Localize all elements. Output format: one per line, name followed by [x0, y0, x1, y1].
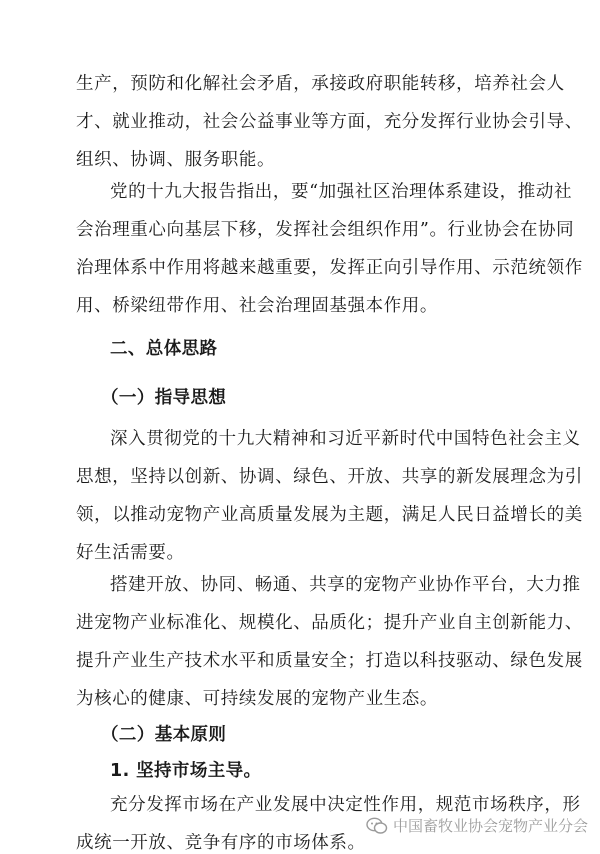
body-line: 才、就业推动，社会公益事业等方面，充分发挥行业协会引导、 — [76, 112, 583, 132]
watermark — [366, 815, 588, 836]
body-line: 组织、协调、服务职能。 — [76, 150, 276, 170]
wechat-icon — [366, 817, 388, 835]
body-line: 党的十九大报告指出，要“加强社区治理体系建设，推动社 — [110, 182, 573, 202]
subsection-heading: （二）基本原则 — [101, 725, 227, 745]
principle-heading: 1. 坚持市场主导。 — [110, 761, 262, 781]
watermark-text: 中国畜牧业协会宠物产业分会 — [392, 817, 588, 835]
body-line: 进宠物产业标准化、规模化、品质化；提升产业自主创新能力、 — [76, 613, 583, 633]
body-line: 会治理重心向基层下移，发挥社会组织作用”。行业协会在协同 — [76, 220, 575, 240]
body-line: 好生活需要。 — [76, 543, 185, 563]
body-line: 领，以推动宠物产业高质量发展为主题，满足人民日益增长的美 — [76, 505, 583, 525]
body-line: 思想，坚持以创新、协调、绿色、开放、共享的新发展理念为引 — [76, 467, 583, 487]
body-line: 治理体系中作用将越来越重要，发挥正向引导作用、示范统领作 — [76, 258, 583, 278]
body-line: 充分发挥市场在产业发展中决定性作用，规范市场秩序，形 — [110, 795, 581, 815]
body-line: 用、桥梁纽带作用、社会治理固基强本作用。 — [76, 296, 438, 316]
body-line: 搭建开放、协同、畅通、共享的宠物产业协作平台，大力推 — [110, 575, 581, 595]
body-line: 生产，预防和化解社会矛盾，承接政府职能转移，培养社会人 — [76, 74, 565, 94]
body-line: 为核心的健康、可持续发展的宠物产业生态。 — [76, 689, 438, 709]
body-line: 深入贯彻党的十九大精神和习近平新时代中国特色社会主义 — [110, 429, 581, 449]
section-heading: 二、总体思路 — [110, 339, 218, 359]
body-line: 成统一开放、竞争有序的市场体系。 — [76, 833, 366, 853]
body-line: 提升产业生产技术水平和质量安全；打造以科技驱动、绿色发展 — [76, 651, 583, 671]
subsection-heading: （一）指导思想 — [101, 388, 227, 408]
